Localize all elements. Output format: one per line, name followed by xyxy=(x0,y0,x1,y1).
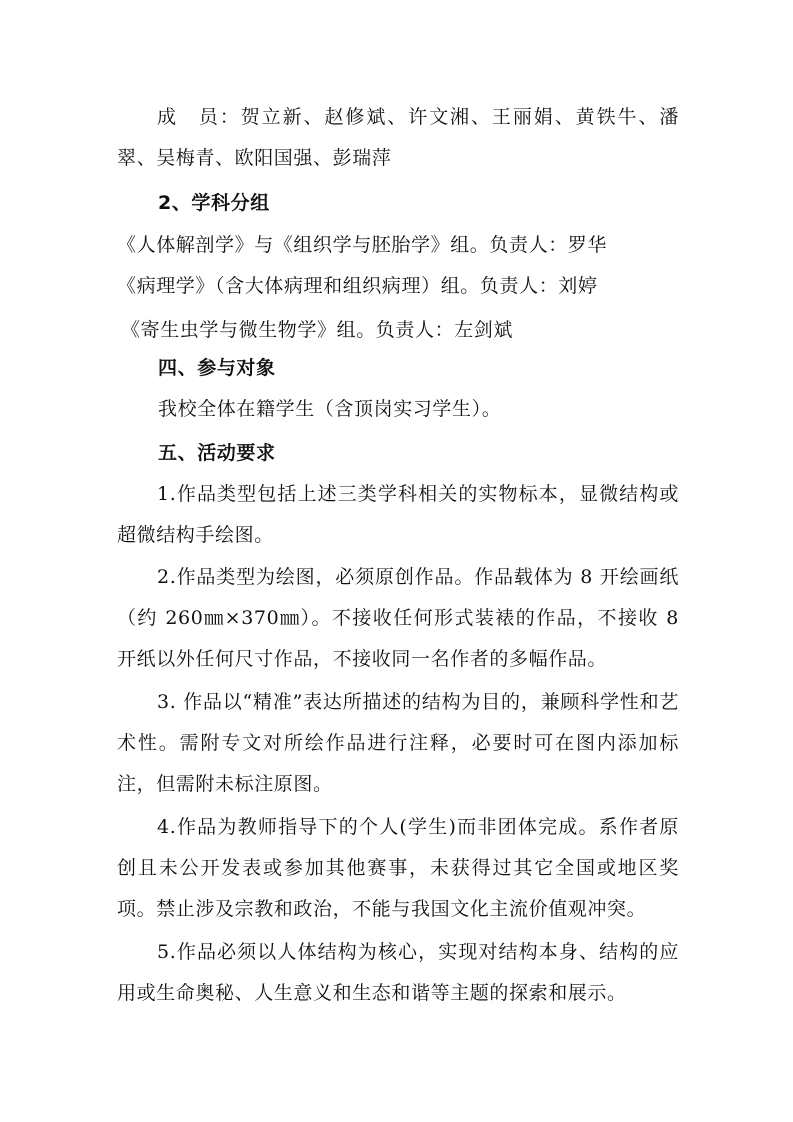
requirement-2: 2.作品类型为绘图，必须原创作品。作品载体为 8 开绘画纸（约 260㎜×370㎜）。不接收任何形式装裱的作品，不接收 8 开纸以外任何尺寸作品，不接收同一名作者的多幅作品。 xyxy=(117,566,679,670)
group-parasitology-microbiology: 《寄生虫学与微生物学》组。负责人：左剑斌 xyxy=(121,319,514,341)
requirement-3: 3. 作品以“精准”表达所描述的结构为目的，兼顾科学性和艺术性。需附专文对所绘作品进行注释，必要时可在图内添加标注，但需附未标注原图。 xyxy=(117,691,679,795)
group-anatomy-histology: 《人体解剖学》与《组织学与胚胎学》组。负责人：罗华 xyxy=(117,234,608,256)
requirement-5: 5.作品必须以人体结构为核心，实现对结构本身、结构的应用或生命奥秘、人生意义和生态和谐等主题的探索和展示。 xyxy=(117,941,679,1004)
requirement-4: 4.作品为教师指导下的个人(学生)而非团体完成。系作者原创且未公开发表或参加其他赛事，未获得过其它全国或地区奖项。禁止涉及宗教和政治，不能与我国文化主流价值观冲突。 xyxy=(117,816,679,920)
section-4-text: 我校全体在籍学生（含顶岗实习学生）。 xyxy=(158,398,502,420)
requirement-1: 1.作品类型包括上述三类学科相关的实物标本，显微结构或超微结构手绘图。 xyxy=(117,483,679,546)
members-paragraph: 成 员：贺立新、赵修斌、许文湘、王丽娟、黄铁牛、潘翠、吴梅青、欧阳国强、彭瑞萍 xyxy=(117,106,679,169)
section-4-heading: 四、参与对象 xyxy=(158,357,276,379)
section-2-heading: 2、学科分组 xyxy=(158,192,270,214)
group-pathology: 《病理学》（含大体病理和组织病理）组。负责人：刘婷 xyxy=(117,275,598,297)
section-5-heading: 五、活动要求 xyxy=(158,442,276,464)
